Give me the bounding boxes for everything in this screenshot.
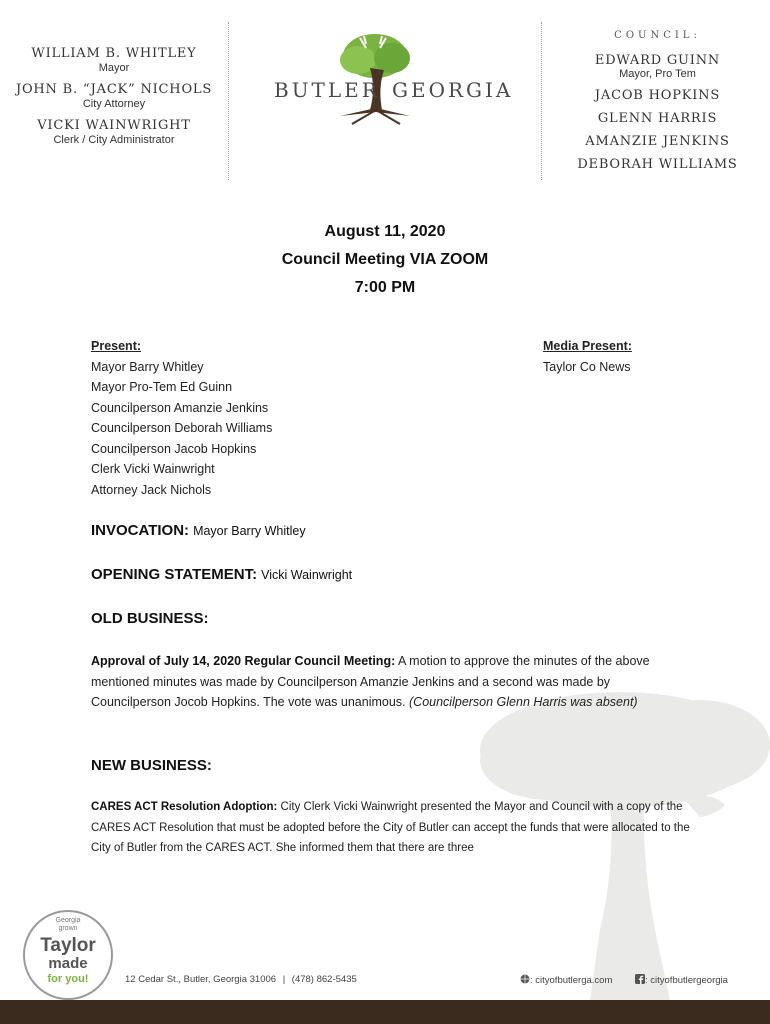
present-person: Clerk Vicki Wainwright — [91, 462, 215, 476]
footer-facebook[interactable] — [635, 974, 728, 986]
invocation-label: INVOCATION: — [91, 522, 190, 539]
footer-website[interactable] — [520, 974, 612, 986]
present-person: Mayor Pro-Tem Ed Guinn — [91, 380, 233, 394]
old-business-item — [91, 651, 691, 713]
badge-line-grown: grown — [58, 925, 78, 932]
official-title: Clerk / City Administrator — [53, 134, 175, 146]
official-name: JOHN B. “JACK” NICHOLS — [15, 82, 213, 97]
footer-phone: (478) 862-5435 — [291, 974, 357, 985]
present-list — [91, 336, 272, 500]
official-title: Mayor — [98, 62, 130, 74]
meeting-title — [0, 218, 770, 302]
badge-line-made: made — [48, 955, 88, 972]
council-member-name: GLENN HARRIS — [597, 111, 718, 126]
meeting-date: August 11, 2020 — [324, 223, 446, 240]
old-business-item-text: A motion to approve the minutes of the above mentioned minutes was made by Councilperson Amanzie Jenkins and a second was made by Councilperson Jocob Hopkins. The vote was unanimous. — [91, 654, 650, 709]
council-member-title: Mayor, Pro Tem — [619, 68, 696, 80]
old-business-item-label: Approval of July 14, 2020 Regular Council Meeting: — [91, 654, 396, 668]
footer-facebook-text: : cityofbutlergeorgia — [645, 975, 728, 986]
footer-website-text: : cityofbutlerga.com — [530, 975, 613, 986]
facebook-icon — [635, 974, 645, 984]
present-person: Councilperson Deborah Williams — [91, 421, 273, 435]
present-person: Councilperson Amanzie Jenkins — [91, 400, 269, 415]
meeting-name: Council Meeting VIA ZOOM — [281, 251, 489, 268]
council-list — [545, 30, 770, 180]
media-outlet: Taylor Co News — [543, 359, 631, 374]
official-clerk — [0, 118, 228, 146]
badge-line-taylor: Taylor — [40, 935, 96, 956]
official-title: City Attorney — [82, 98, 146, 110]
new-business-item-label: CARES ACT Resolution Adoption: — [91, 801, 278, 813]
header-divider-right — [541, 22, 542, 180]
council-member-name: AMANZIE JENKINS — [585, 134, 730, 149]
media-present — [543, 336, 632, 377]
council-member-name: DEBORAH WILLIAMS — [577, 157, 738, 172]
present-person: Attorney Jack Nichols — [91, 482, 212, 497]
logo-word-georgia: GEORGIA — [392, 78, 514, 102]
new-business-heading: NEW BUSINESS: — [91, 757, 212, 774]
present-label: Present: — [91, 339, 142, 353]
old-business-note: (Councilperson Glenn Harris was absent) — [409, 695, 638, 709]
official-name: VICKI WAINWRIGHT — [37, 118, 191, 133]
footer-bar — [0, 1000, 770, 1024]
footer-separator: | — [282, 974, 286, 985]
logo-word-butler: BUTLER — [274, 78, 380, 102]
badge-line-for-you: for you! — [47, 973, 89, 985]
officials-list — [0, 46, 228, 154]
invocation-section — [91, 522, 306, 539]
present-person: Mayor Barry Whitley — [91, 359, 204, 374]
new-business-item — [91, 797, 691, 859]
footer-address-line — [125, 974, 357, 985]
present-person: Councilperson Jacob Hopkins — [91, 441, 257, 456]
badge-line-georgia: Georgia — [55, 917, 81, 924]
opening-label: OPENING STATEMENT: — [91, 566, 258, 583]
new-business-item-text: City Clerk Vicki Wainwright presented the Mayor and Council with a copy of the CARES ACT Resolution that must be adopted before the City of Butler can accept the funds that were allocated to the City of Butler from the CARES ACT. She informed them that there are three — [91, 801, 690, 854]
media-label: Media Present: — [543, 339, 632, 353]
globe-icon — [520, 974, 530, 984]
opening-value: Vicki Wainwright — [261, 568, 353, 582]
official-name: WILLIAM B. WHITLEY — [31, 46, 197, 61]
footer-address: 12 Cedar St., Butler, Georgia 31006 — [125, 974, 277, 985]
council-member-name: EDWARD GUINN — [594, 53, 721, 68]
council-member-name: JACOB HOPKINS — [594, 88, 721, 103]
opening-statement-section — [91, 566, 352, 583]
taylor-made-badge — [22, 909, 114, 1001]
official-attorney — [0, 82, 228, 110]
meeting-time: 7:00 PM — [354, 279, 416, 296]
header-divider-left — [228, 22, 229, 180]
invocation-value: Mayor Barry Whitley — [193, 524, 306, 538]
old-business-heading: OLD BUSINESS: — [91, 610, 209, 627]
council-heading: COUNCIL: — [614, 30, 701, 41]
official-mayor — [0, 46, 228, 74]
